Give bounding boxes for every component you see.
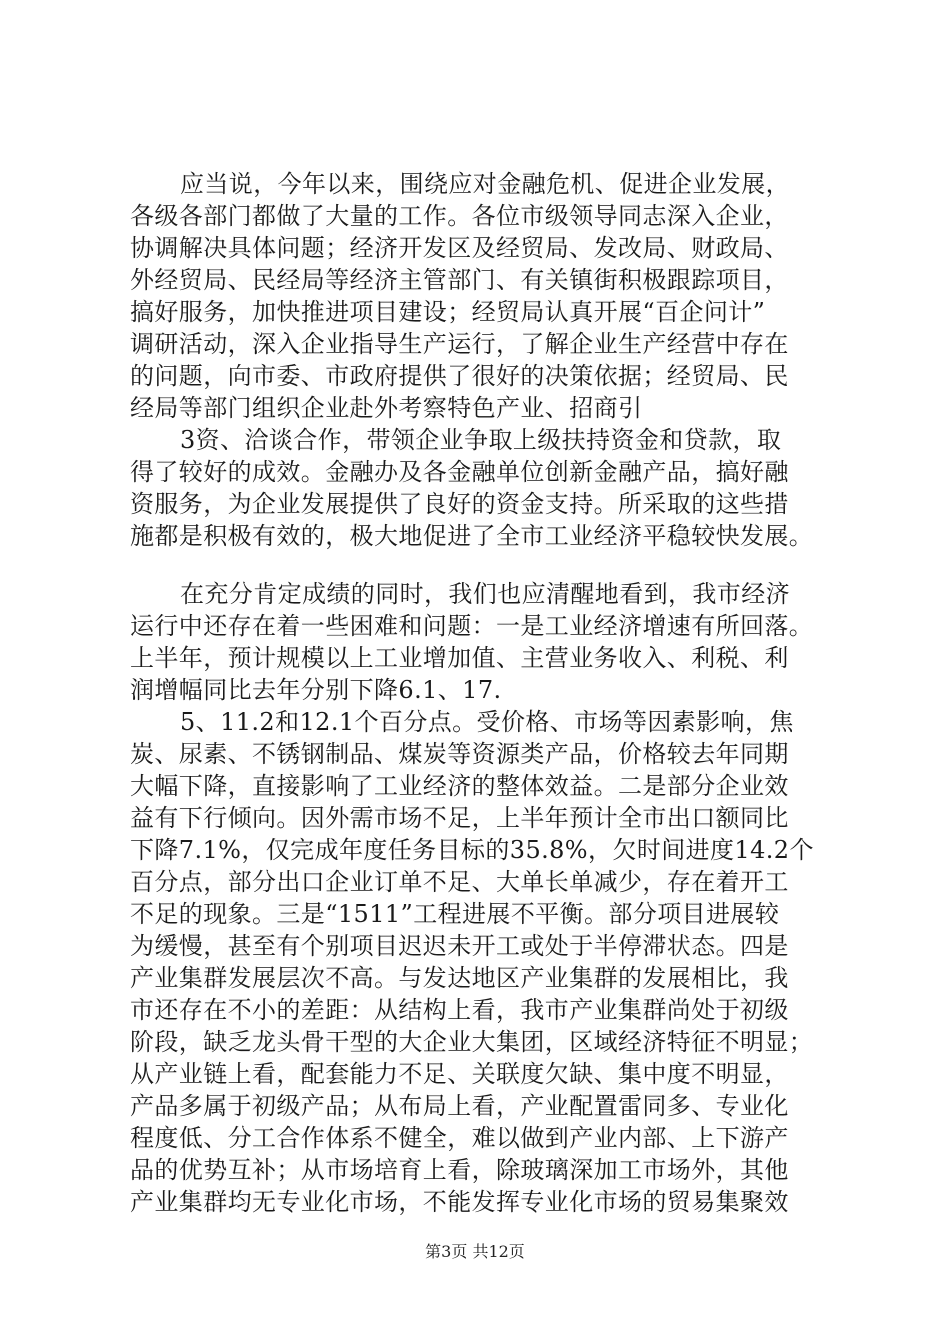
text-line: 百分点，部分出口企业订单不足、大单长单减少，存在着开工 bbox=[130, 868, 789, 896]
text-line: 产业集群发展层次不高。与发达地区产业集群的发展相比，我 bbox=[130, 964, 789, 992]
text-line: 运行中还存在着一些困难和问题：一是工业经济增速有所回落。 bbox=[130, 612, 814, 640]
text-line: 益有下行倾向。因外需市场不足，上半年预计全市出口额同比 bbox=[130, 804, 789, 832]
paragraph-4 bbox=[130, 706, 830, 1218]
text-line: 外经贸局、民经局等经济主管部门、有关镇街积极跟踪项目， bbox=[130, 266, 789, 294]
text-line: 3资、洽谈合作，带领企业争取上级扶持资金和贷款，取 bbox=[180, 426, 782, 454]
body-text bbox=[130, 168, 830, 1218]
text-line: 大幅下降，直接影响了工业经济的整体效益。二是部分企业效 bbox=[130, 772, 789, 800]
text-line: 应当说，今年以来，围绕应对金融危机、促进企业发展， bbox=[180, 170, 790, 198]
text-line: 产品多属于初级产品；从布局上看，产业配置雷同多、专业化 bbox=[130, 1092, 789, 1120]
text-line: 协调解决具体问题；经济开发区及经贸局、发改局、财政局、 bbox=[130, 234, 789, 262]
text-line: 产业集群均无专业化市场，不能发挥专业化市场的贸易集聚效 bbox=[130, 1188, 789, 1216]
paragraph-gap bbox=[130, 552, 830, 578]
paragraph-1 bbox=[130, 168, 830, 424]
text-line: 在充分肯定成绩的同时，我们也应清醒地看到，我市经济 bbox=[180, 580, 790, 608]
text-line: 的问题，向市委、市政府提供了很好的决策依据；经贸局、民 bbox=[130, 362, 789, 390]
page-footer bbox=[0, 1240, 950, 1264]
text-line: 得了较好的成效。金融办及各金融单位创新金融产品，搞好融 bbox=[130, 458, 789, 486]
text-line: 施都是积极有效的，极大地促进了全市工业经济平稳较快发展。 bbox=[130, 522, 814, 550]
text-line: 程度低、分工合作体系不健全，难以做到产业内部、上下游产 bbox=[130, 1124, 789, 1152]
text-line: 为缓慢，甚至有个别项目迟迟未开工或处于半停滞状态。四是 bbox=[130, 932, 789, 960]
text-line: 从产业链上看，配套能力不足、关联度欠缺、集中度不明显， bbox=[130, 1060, 789, 1088]
text-line: 阶段，缺乏龙头骨干型的大企业大集团，区域经济特征不明显； bbox=[130, 1028, 814, 1056]
text-line: 资服务，为企业发展提供了良好的资金支持。所采取的这些措 bbox=[130, 490, 789, 518]
text-line: 不足的现象。三是“1511”工程进展不平衡。部分项目进展较 bbox=[130, 900, 780, 928]
text-line: 炭、尿素、不锈钢制品、煤炭等资源类产品，价格较去年同期 bbox=[130, 740, 789, 768]
text-line: 调研活动，深入企业指导生产运行，了解企业生产经营中存在 bbox=[130, 330, 789, 358]
text-line: 上半年，预计规模以上工业增加值、主营业务收入、利税、利 bbox=[130, 644, 789, 672]
text-line: 5、11.2和12.1个百分点。受价格、市场等因素影响，焦 bbox=[180, 708, 794, 736]
text-line: 润增幅同比去年分别下降6.1、17. bbox=[130, 676, 502, 704]
page-number-label: 第3页 共12页 bbox=[425, 1242, 525, 1261]
text-line: 各级各部门都做了大量的工作。各位市级领导同志深入企业， bbox=[130, 202, 789, 230]
text-line: 市还存在不小的差距：从结构上看，我市产业集群尚处于初级 bbox=[130, 996, 789, 1024]
text-line: 搞好服务，加快推进项目建设；经贸局认真开展“百企问计” bbox=[130, 298, 766, 326]
paragraph-2 bbox=[130, 424, 830, 552]
paragraph-3 bbox=[130, 578, 830, 706]
text-line: 经局等部门组织企业赴外考察特色产业、招商引 bbox=[130, 394, 643, 422]
text-line: 品的优势互补；从市场培育上看，除玻璃深加工市场外，其他 bbox=[130, 1156, 789, 1184]
text-line: 下降7.1%，仅完成年度任务目标的35.8%，欠时间进度14.2个 bbox=[130, 836, 814, 864]
